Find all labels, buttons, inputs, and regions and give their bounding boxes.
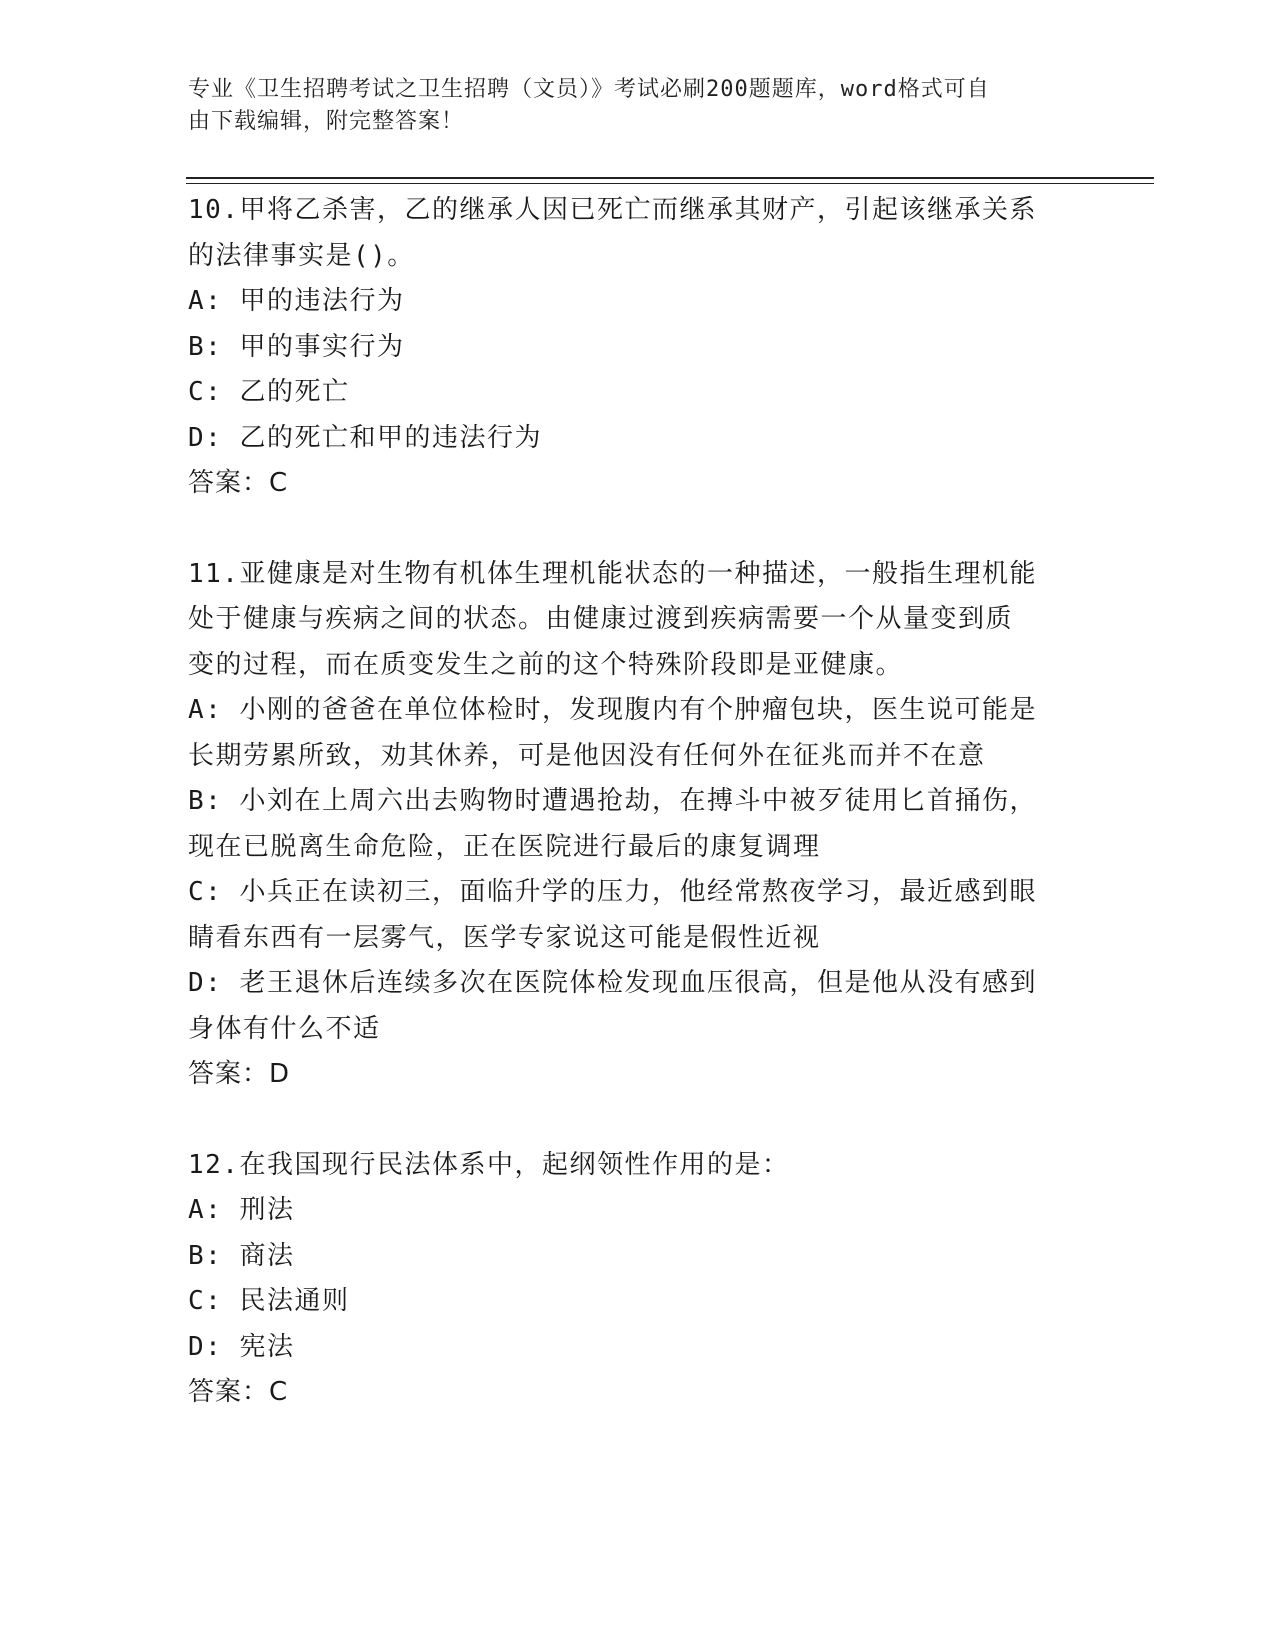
question-stem-line: 12.在我国现行民法体系中，起纲领性作用的是：	[188, 1149, 790, 1180]
answer-line: 答案：C	[188, 468, 289, 498]
question-stem-line: 11.亚健康是对生物有机体生理机能状态的一种描述，一般指生理机能	[188, 558, 1037, 589]
option-b: B: 小刘在上周六出去购物时遭遇抢劫，在搏斗中被歹徒用匕首捅伤，	[188, 786, 1037, 816]
option-d: D: 乙的死亡和甲的违法行为	[188, 422, 542, 453]
question-stem-line: 的法律事实是()。	[188, 240, 415, 271]
option-a-continued: 长期劳累所致，劝其休养，可是他因没有任何外在征兆而并不在意	[188, 740, 986, 771]
question-11	[188, 552, 1078, 1098]
option-c-continued: 睛看东西有一层雾气，医学专家说这可能是假性近视	[188, 922, 821, 953]
answer-line: 答案：D	[188, 1059, 291, 1089]
option-b: B: 甲的事实行为	[188, 331, 405, 362]
option-a: A: 刑法	[188, 1195, 295, 1225]
question-stem-line: 10.甲将乙杀害，乙的继承人因已死亡而继承其财产，引起该继承关系	[188, 195, 1037, 225]
question-12	[188, 1143, 1078, 1416]
option-b-continued: 现在已脱离生命危险，正在医院进行最后的康复调理	[188, 831, 821, 862]
option-d-continued: 身体有什么不适	[188, 1013, 381, 1044]
option-c: C: 民法通则	[188, 1286, 350, 1316]
option-d: D: 老王退休后连续多次在医院体检发现血压很高，但是他从没有感到	[188, 968, 1037, 998]
option-a: A: 小刚的爸爸在单位体检时，发现腹内有个肿瘤包块，医生说可能是	[188, 695, 1037, 725]
answer-line: 答案：C	[188, 1377, 289, 1407]
question-stem-line: 处于健康与疾病之间的状态。由健康过渡到疾病需要一个从量变到质	[188, 604, 1014, 634]
question-10	[188, 188, 1078, 507]
header-line-1: 专业《卫生招聘考试之卫生招聘（文员）》考试必刷200题题库，word格式可自	[188, 77, 990, 102]
header-line-2: 由下载编辑，附完整答案！	[188, 109, 465, 134]
option-b: B: 商法	[188, 1240, 295, 1271]
option-d: D: 宪法	[188, 1331, 295, 1362]
header-rule-thick	[186, 177, 1154, 179]
question-list	[188, 188, 1078, 1416]
question-stem-line: 变的过程，而在质变发生之前的这个特殊阶段即是亚健康。	[188, 649, 904, 680]
option-c: C: 乙的死亡	[188, 377, 350, 407]
option-a: A: 甲的违法行为	[188, 286, 405, 316]
option-c: C: 小兵正在读初三，面临升学的压力，他经常熬夜学习，最近感到眼	[188, 877, 1037, 907]
header-rule-thin	[186, 183, 1154, 184]
page-header	[188, 74, 1068, 138]
